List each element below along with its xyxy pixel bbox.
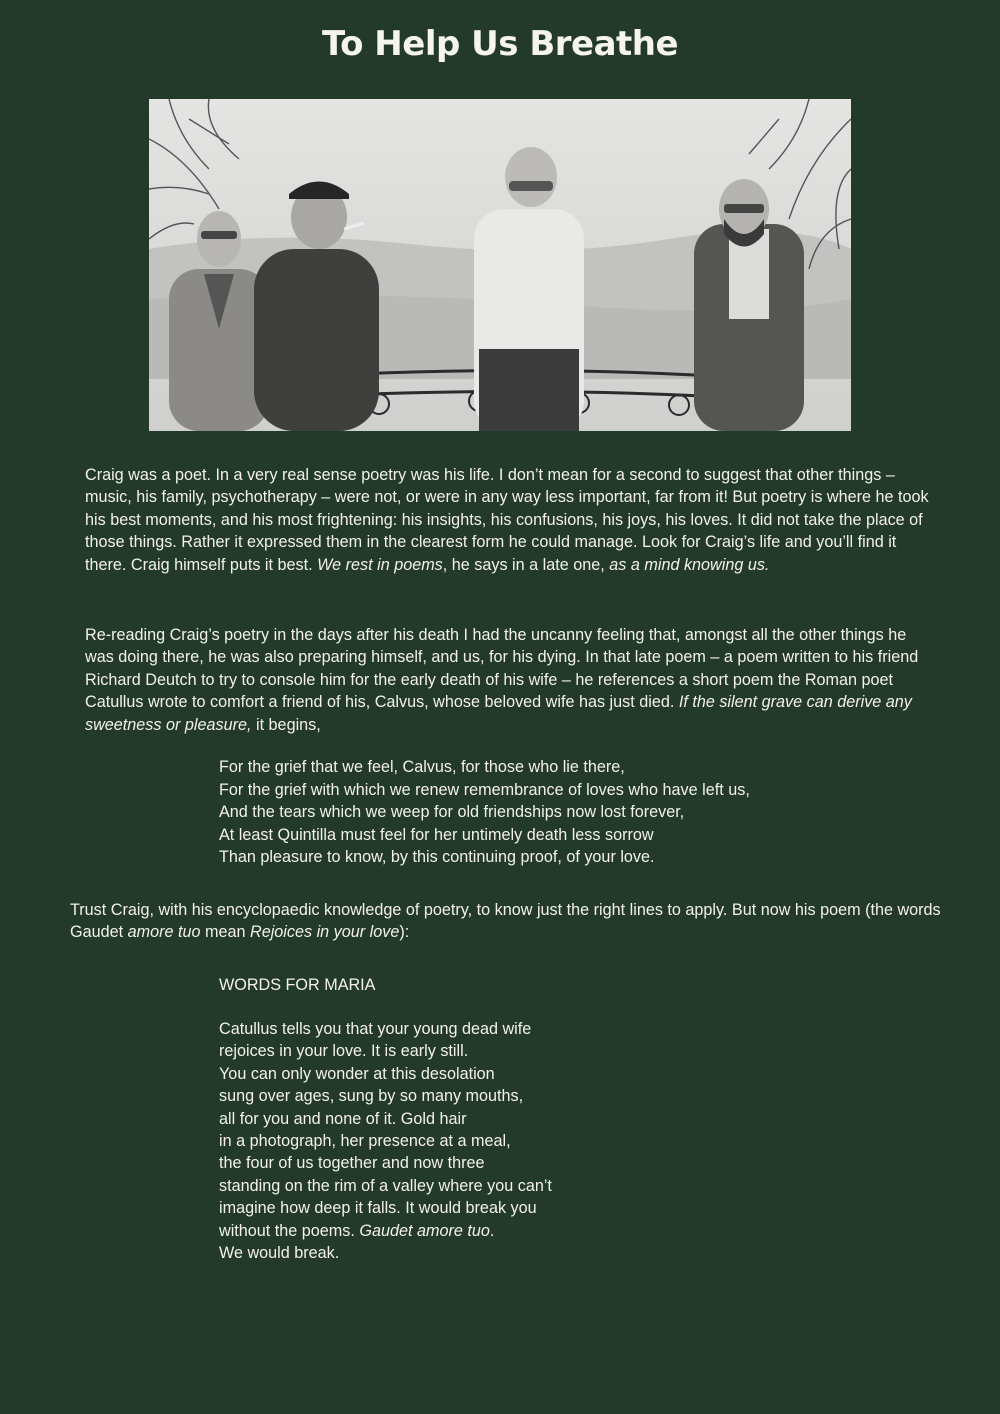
photo-illustration (149, 99, 851, 431)
poem-line: Catullus tells you that your young dead wife (219, 1020, 532, 1038)
rereading-paragraph: Re-reading Craig’s poetry in the days after his death I had the uncanny feeling that, amongst all the other things he was doing there, he was also preparing himself, and us, for his dying. In that late poem – a poem written to his friend Richard Deutch to try to console him for the early death of his wife – he references a short poem the Roman poet Catullus wrote to comfort a friend of his, Calvus, whose beloved wife has just died. If the silent grave can derive any sweetness or pleasure, it begins, (85, 626, 919, 734)
poem-line: sung over ages, sung by so many mouths, (219, 1087, 524, 1106)
poem-line: imagine how deep it falls. It would break you (219, 1199, 537, 1218)
verse-line: At least Quintilla must feel for her untimely death less sorrow (219, 825, 654, 844)
page-title: To Help Us Breathe (321, 24, 679, 64)
quote-silent-grave: If the silent grave can derive any sweetness or pleasure, (85, 693, 912, 734)
poem-line: all for you and none of it. Gold hair (219, 1109, 467, 1128)
poem-line: We would break. (219, 1244, 340, 1263)
poem-line: rejoices in your love. It is early still. (219, 1042, 469, 1061)
verse-line: For the grief with which we renew remembrance of loves who have left us, (219, 780, 750, 799)
trust-craig-paragraph: Trust Craig, with his encyclopaedic knowledge of poetry, to know just the right lines to apply. But now his poem (the words Gaudet amore tuo mean Rejoices in your love): (70, 901, 941, 942)
verse-line: Than pleasure to know, by this continuing proof, of your love. (219, 848, 655, 867)
quote-we-rest-in-poems: We rest in poems (317, 555, 443, 574)
intro-paragraph: Craig was a poet. In a very real sense poetry was his life. I don’t mean for a second to suggest that other things – music, his family, psychotherapy – were not, or were in any way less important, far from it! But poetry is where he took his best moments, and his most frightening: his insights, his confusions, his joys, his loves. It did not take the place of those things. Rather it expressed them in the clearest form he could manage. Look for Craig’s life and you’ll find it there. Craig himself puts it best. We rest in poems, he says in a late one, as a mind knowing us. (85, 466, 929, 574)
poem-line: in a photograph, her presence at a meal, (219, 1132, 511, 1151)
poem-line: You can only wonder at this desolation (219, 1064, 495, 1083)
poem-body (219, 1018, 859, 1264)
poem-title: WORDS FOR MARIA (219, 976, 376, 994)
catullus-verse (219, 756, 859, 869)
verse-line: For the grief that we feel, Calvus, for those who lie there, (219, 758, 625, 776)
quote-as-a-mind: as a mind knowing us. (609, 555, 770, 574)
group-photo (149, 99, 851, 431)
verse-line: And the tears which we weep for old friendships now lost forever, (219, 803, 685, 822)
poem-line: the four of us together and now three (219, 1154, 485, 1173)
poem-line: standing on the rim of a valley where you can’t (219, 1176, 552, 1195)
poem-line: without the poems. Gaudet amore tuo. (219, 1221, 495, 1240)
